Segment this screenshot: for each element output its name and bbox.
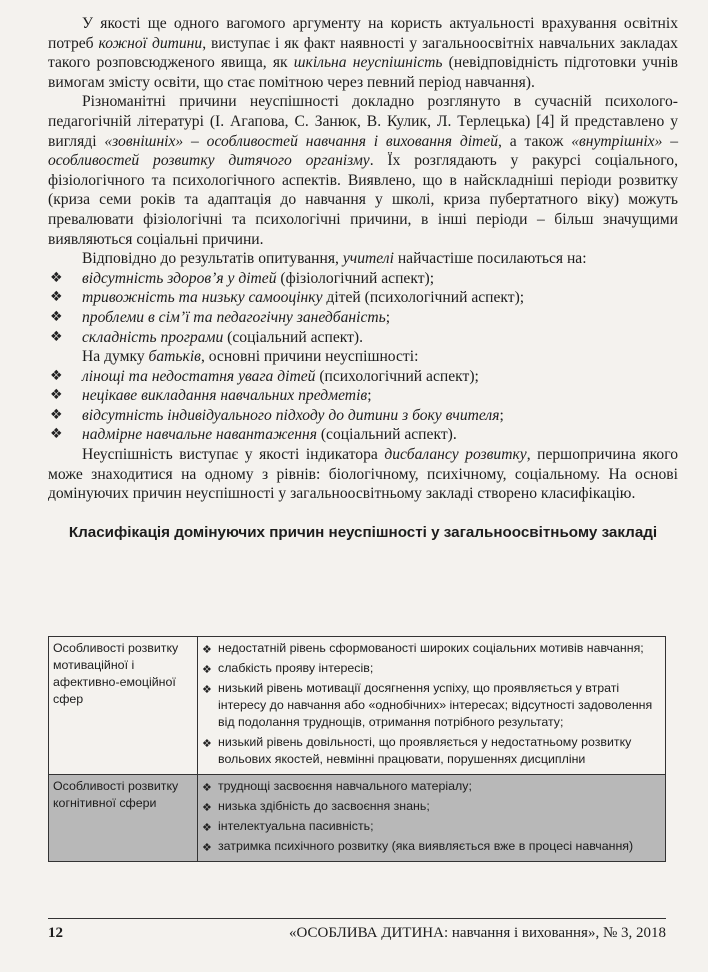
emphasis: відсутність індивідуального підходу до дитини з боку вчителя <box>82 406 500 424</box>
list-item <box>48 328 678 348</box>
emphasis: дисбалансу розвитку <box>384 446 527 464</box>
text: інтелектуальна пасивність; <box>218 819 374 833</box>
diamond-bullet-icon: ❖ <box>202 683 212 696</box>
text: (соціальний аспект). <box>223 328 364 346</box>
items-cell <box>198 637 666 775</box>
emphasis: батьків <box>148 348 201 366</box>
list-item <box>48 269 678 289</box>
text: ; <box>499 406 504 424</box>
diamond-bullet-icon: ❖ <box>50 387 63 404</box>
emphasis: «зовнішніх» – особливостей навчання і виховання дітей <box>104 132 499 150</box>
paragraph-5 <box>48 445 678 504</box>
text: Різноманітні причини неуспішності докладно розглянуто в сучасній психолого-педагогічній літературі (І. Агапова, С. Занюк, В. Кулик, Л. Терлецька) [4] й представлено у вигляді <box>48 93 678 150</box>
text: Неуспішність виступає у якості індикатора <box>82 446 385 464</box>
text: Відповідно до результатів опитування, <box>82 250 343 268</box>
text: (соціальний аспект). <box>316 426 457 444</box>
journal-title: «ОСОБЛИВА ДИТИНА: навчання і виховання», № 3, 2018 <box>289 925 666 941</box>
diamond-bullet-icon: ❖ <box>202 781 212 794</box>
emphasis: проблеми в сім’ї та педагогічну занедбаність <box>82 308 386 326</box>
text: низька здібність до засвоєння знань; <box>218 799 430 813</box>
page-footer <box>48 918 666 942</box>
text: труднощі засвоєння навчального матеріалу; <box>218 779 472 793</box>
diamond-bullet-icon: ❖ <box>50 289 63 306</box>
text: низький рівень мотивації досягнення успіху, що проявляється у втраті інтересу до навчання або «однобічних» інтересах; відсутності задоволення від подолання труднощів, отримання потрібного результату; <box>218 681 653 729</box>
article-body <box>48 14 678 541</box>
diamond-bullet-icon: ❖ <box>50 328 63 345</box>
list-item <box>48 386 678 406</box>
paragraph-1 <box>48 14 678 92</box>
emphasis: лінощі та недостатня увага дітей <box>82 367 316 385</box>
diamond-bullet-icon: ❖ <box>202 801 212 814</box>
emphasis: тривожність та низьку самооцінку <box>82 289 323 307</box>
list-item <box>48 308 678 328</box>
diamond-bullet-icon: ❖ <box>202 841 212 854</box>
text: У якості ще одного вагомого аргументу на користь актуальності врахування освітніх потреб <box>48 15 678 52</box>
text: ; <box>385 308 391 326</box>
emphasis: надмірне навчальне навантаження <box>82 426 317 444</box>
diamond-bullet-icon: ❖ <box>50 308 63 325</box>
list-item <box>202 778 661 795</box>
list-item <box>202 640 661 657</box>
text: (невідповідність підготовки учнів вимогам змісту освіти, що стає помітною через певний період навчання). <box>48 54 678 91</box>
diamond-bullet-icon: ❖ <box>202 663 212 676</box>
text: недостатній рівень сформованості широких соціальних мотивів навчання; <box>218 641 644 655</box>
text: (фізіологічний аспект); <box>276 269 435 287</box>
text: ; <box>367 387 372 405</box>
emphasis: складність програми <box>82 328 224 346</box>
list-item <box>202 818 661 835</box>
diamond-bullet-icon: ❖ <box>202 737 212 750</box>
paragraph-4 <box>48 347 678 367</box>
page-number: 12 <box>48 925 63 941</box>
emphasis: «внутрішніх» – особливостей розвитку дитячого організму <box>48 132 678 170</box>
category-cell: Особливості розвитку когнітивної сфери <box>49 775 198 862</box>
emphasis: кожної дитини <box>98 34 203 52</box>
emphasis: учителі <box>342 250 394 268</box>
diamond-bullet-icon: ❖ <box>202 643 212 656</box>
table-title: Класифікація домінуючих причин неуспішності у загальноосвітньому закладі <box>68 523 658 541</box>
emphasis: нецікаве викладання навчальних предметів <box>82 387 368 405</box>
paragraph-3 <box>48 249 678 269</box>
teacher-reasons-list <box>48 269 678 347</box>
text: . Їх розглядають у ракурсі соціального, фізіологічного та психологічного аспектів. Виявлено, що в найскладніші періоди розвитку (криза семи років та адаптація до навчання у школі, криза пубертатного віку) можуть превалювати фізіологічні та психологічні причини, в інші періоди – більш значущими виявляються соціальні причини. <box>48 152 679 248</box>
diamond-bullet-icon: ❖ <box>50 406 63 423</box>
list-item <box>202 660 661 677</box>
text: , виступає і як факт наявності у загальноосвітніх навчальних закладах такого розповсюдженого явища, як <box>48 34 678 72</box>
text: дітей (психологічний аспект); <box>322 289 525 307</box>
emphasis: шкільна неуспішність <box>293 54 443 72</box>
text: , першопричина якого може знаходитися на одному з рівнів: біологічному, психічному, соціальному. На основі домінуючих причин неуспішності у загальноосвітньому закладі створено класифікацію. <box>48 446 679 503</box>
list-item <box>48 288 678 308</box>
table-row <box>49 775 666 862</box>
text: , а також <box>498 132 572 150</box>
text: , основні причини неуспішності: <box>200 348 419 366</box>
text: (психологічний аспект); <box>315 367 479 385</box>
text: затримка психічного розвитку (яка виявляється вже в процесі навчання) <box>218 839 634 853</box>
list-item <box>202 838 661 855</box>
text: низький рівень довільності, що проявляється у недостатньому розвитку вольових якостей, невмінні працювати, порушеннях дисципліни <box>218 735 632 766</box>
text: На думку <box>82 348 149 366</box>
category-cell: Особливості розвитку мотиваційної і афективно-емоційної сфер <box>49 637 198 775</box>
list-item <box>48 425 678 445</box>
parent-reasons-list <box>48 367 678 445</box>
list-item <box>202 734 661 768</box>
emphasis: відсутність здоров’я у дітей <box>82 269 277 287</box>
diamond-bullet-icon: ❖ <box>50 426 63 443</box>
items-cell <box>198 775 666 862</box>
classification-table <box>48 636 666 862</box>
table-row <box>49 637 666 775</box>
list-item <box>48 406 678 426</box>
paragraph-2 <box>48 92 678 249</box>
diamond-bullet-icon: ❖ <box>50 269 63 286</box>
list-item <box>202 680 661 731</box>
diamond-bullet-icon: ❖ <box>202 821 212 834</box>
list-item <box>48 367 678 387</box>
text: найчастіше посилаються на: <box>393 250 587 268</box>
text: слабкість прояву інтересів; <box>218 661 374 675</box>
list-item <box>202 798 661 815</box>
diamond-bullet-icon: ❖ <box>50 367 63 384</box>
